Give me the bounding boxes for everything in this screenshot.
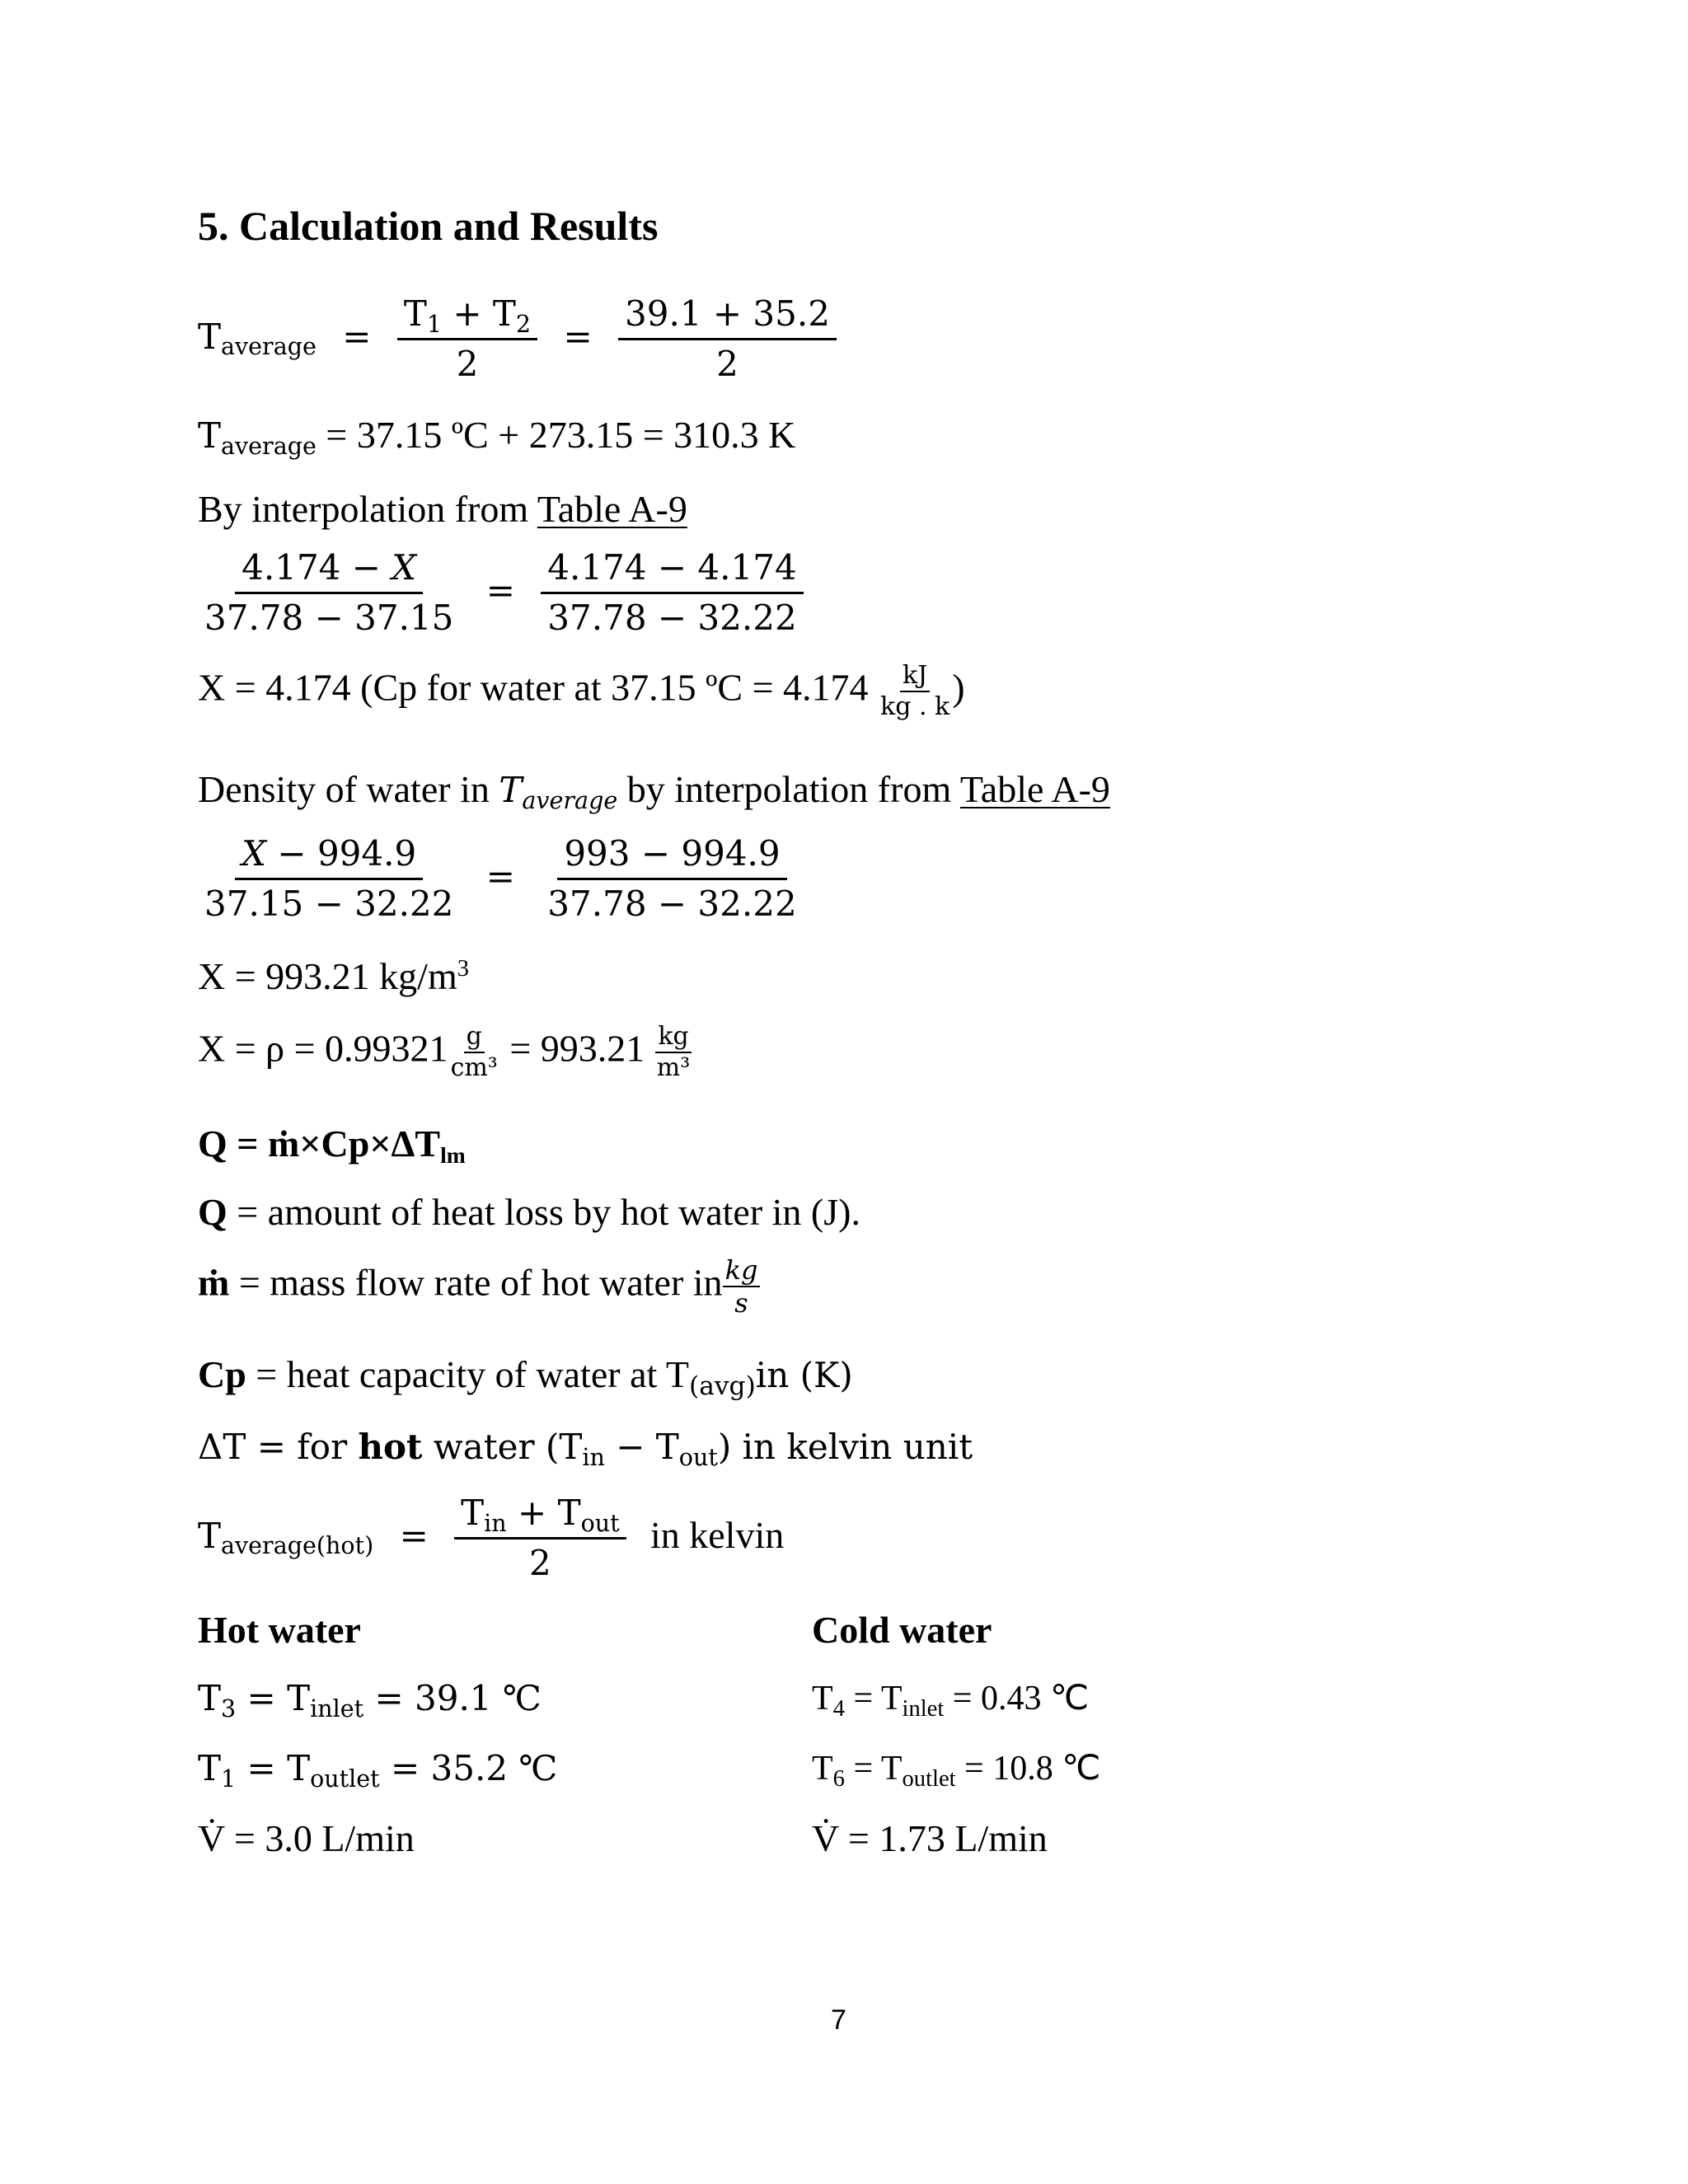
unit-g-cm3: $\frac{g}{\text{cm³}}$	[450, 1022, 498, 1082]
rho-fraction-right: $\frac{993 - 994.9}{37.78 - 32.22}$	[547, 833, 797, 924]
section-heading: 5. Calculation and Results	[198, 203, 659, 249]
density-line: Density of water in Taverage by interpolation from Table A-9	[198, 768, 1110, 814]
hot-t3: T3 = Tinlet = 39.1 ℃	[198, 1678, 542, 1722]
table-a9-reference: Table A-9	[537, 488, 687, 530]
cp-result: X = 4.174 (Cp for water at 37.15 ºC = 4.174 $\frac{kJ}{kg . k}$ )	[198, 661, 965, 721]
cp-fraction-left: $\frac{4.174 - X}{37.78 - 37.15}$	[204, 547, 454, 638]
q-definition: Q = amount of heat loss by hot water in (J).	[198, 1191, 860, 1233]
rho-fraction-left: $\frac{X - 994.9}{37.15 - 32.22}$	[204, 833, 454, 924]
cold-water-heading: Cold water	[812, 1609, 992, 1651]
table-a9-reference-2: Table A-9	[959, 768, 1110, 810]
mdot-definition: ṁ = mass flow rate of hot water in $\frac{kg}{s}$	[198, 1257, 760, 1316]
unit-kg-m3: $\frac{kg}{\text{m³}}$	[656, 1022, 691, 1082]
cp-definition: Cp = heat capacity of water at T(avg)in (K)	[198, 1353, 853, 1401]
hot-water-heading: Hot water	[198, 1609, 361, 1651]
tavg-hot-lhs: Taverage(hot)	[198, 1515, 374, 1560]
interpolation-line-1: By interpolation from Table A-9	[198, 488, 687, 530]
cold-t4: T4 = Tinlet = 0.43 ℃	[812, 1680, 1090, 1722]
unit-kg-per-s: $\frac{kg}{s}$	[723, 1257, 761, 1316]
cold-t6: T6 = Toutlet = 10.8 ℃	[812, 1750, 1101, 1792]
delta-t-definition: ΔT = for hot water (Tin − Tout) in kelvin unit	[198, 1427, 973, 1471]
tavg-formula: Taverage = $\frac{T1 + T2}{2}$ = $\frac{39.1 + 35.2}{2}$	[198, 297, 837, 382]
cp-unit: $\frac{kJ}{kg . k}$	[880, 661, 950, 721]
cold-flow-rate: V̇ = 1.73 L/min	[812, 1817, 1048, 1859]
density-conversion: X = ρ = 0.99321 $\frac{g}{\text{cm³}}$ = 993.21 $\frac{kg}{\text{m³}}$	[198, 1024, 692, 1080]
page-number: 7	[831, 2004, 846, 2036]
hot-t1: T1 = Toutlet = 35.2 ℃	[198, 1748, 558, 1793]
heat-equation: Q = ṁ×Cp×ΔTlm	[198, 1122, 466, 1168]
hot-flow-rate: V̇ = 3.0 L/min	[198, 1817, 415, 1859]
tavg-lhs: Taverage	[198, 316, 316, 361]
tavg-hot-formula: Taverage(hot) = $\frac{\text{Tin + Tout}}{2}$ in kelvin	[198, 1493, 785, 1583]
cp-interpolation: $\frac{4.174 - X}{37.78 - 37.15}$ = $\frac{4.174 - 4.174}{37.78 - 32.22}$	[198, 551, 804, 635]
density-interpolation: $\frac{X - 994.9}{37.15 - 32.22}$ = $\frac{993 - 994.9}{37.78 - 32.22}$	[198, 837, 804, 921]
fraction-tin-tout: $\frac{\text{Tin + Tout}}{2}$	[454, 1496, 626, 1581]
density-result: X = 993.21 $kg/m^3$	[198, 955, 469, 997]
fraction-t1-t2: $\frac{T1 + T2}{2}$	[397, 297, 537, 382]
fraction-values: $\frac{39.1 + 35.2}{2}$	[618, 297, 837, 382]
cp-fraction-right: $\frac{4.174 - 4.174}{37.78 - 32.22}$	[541, 551, 803, 635]
tavg-result: Taverage = 37.15 ºC + 273.15 = 310.3 K	[198, 414, 796, 460]
